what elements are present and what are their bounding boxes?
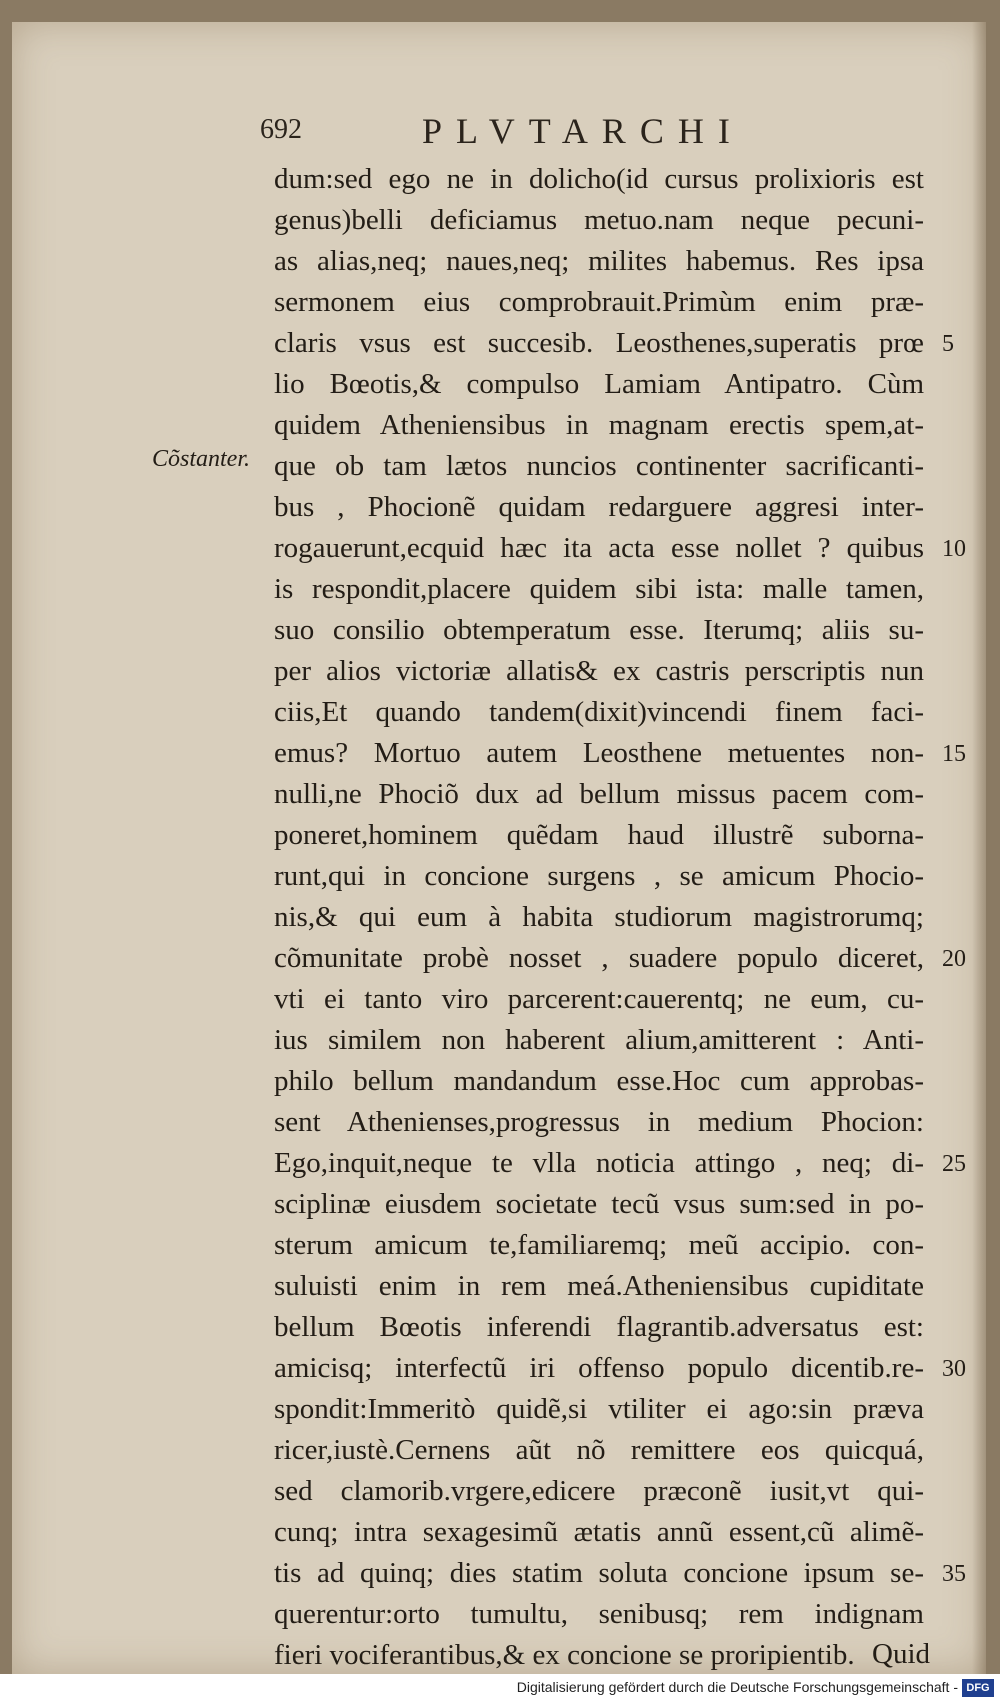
text-line: sed clamorib.vrgere,edicere præconẽ iusit,vt qui- — [274, 1475, 924, 1507]
page-number: 692 — [260, 114, 302, 145]
text-line: nulli,ne Phociõ dux ad bellum missus pacem com- — [274, 778, 924, 810]
text-line: sterum amicum te,familiaremq; meũ accipio. con- — [274, 1229, 924, 1261]
text-line: dum:sed ego ne in dolicho(id cursus prolixioris est — [274, 163, 924, 195]
footer-credit: Digitalisierung gefördert durch die Deutsche Forschungsgemeinschaft - — [516, 1679, 958, 1695]
main-text — [274, 159, 924, 1676]
text-line: cõmunitate probè nosset , suadere populo diceret, — [274, 942, 924, 974]
text-line: suo consilio obtemperatum esse. Iterumq; aliis su- — [274, 614, 924, 646]
line-number: 5 — [942, 331, 954, 357]
text-line: que ob tam lætos nuncios continenter sacrificanti- — [274, 450, 924, 482]
text-line: spondit:Immeritò quidẽ,si vtiliter ei ago:sin præva — [274, 1393, 924, 1425]
book-page — [12, 22, 986, 1674]
margin-note: Cõstanter. — [152, 446, 251, 472]
text-line: Ego,inquit,neque te vlla noticia attingo , neq; di- — [274, 1147, 924, 1179]
digitization-footer — [0, 1674, 1000, 1703]
line-number: 30 — [942, 1356, 966, 1382]
line-number: 20 — [942, 946, 966, 972]
text-line: as alias,neq; naues,neq; milites habemus. Res ipsa — [274, 245, 924, 277]
text-line: ricer,iustè.Cernens aũt nõ remittere eos quicquá, — [274, 1434, 924, 1466]
text-line: sermonem eius comprobrauit.Primùm enim præ- — [274, 286, 924, 318]
text-line: genus)belli deficiamus metuo.nam neque pecuni- — [274, 204, 924, 236]
text-line: ius similem non haberent alium,amitterent : Anti- — [274, 1024, 924, 1056]
text-line: bellum Bœotis inferendi flagrantib.adversatus est: — [274, 1311, 924, 1343]
text-line: quidem Atheniensibus in magnam erectis spem,at- — [274, 409, 924, 441]
text-line: ciis,Et quando tandem(dixit)vincendi finem faci- — [274, 696, 924, 728]
text-line: fieri vociferantibus,& ex concione se proripientib. — [274, 1639, 855, 1671]
text-line: sent Athenienses,progressus in medium Phocion: — [274, 1106, 924, 1138]
text-line: per alios victoriæ allatis& ex castris perscriptis nun — [274, 655, 924, 687]
text-line: emus? Mortuo autem Leosthene metuentes non- — [274, 737, 924, 769]
dfg-logo-icon: DFG — [962, 1679, 994, 1697]
text-line: sciplinæ eiusdem societate tecũ vsus sum:sed in po- — [274, 1188, 924, 1220]
text-line: bus , Phocionẽ quidam redarguere aggresi inter- — [274, 491, 924, 523]
text-line: nis,& qui eum à habita studiorum magistrorumq; — [274, 901, 924, 933]
text-line: tis ad quinq; dies statim soluta concione ipsum se- — [274, 1557, 924, 1589]
line-number: 35 — [942, 1561, 966, 1587]
line-number: 25 — [942, 1151, 966, 1177]
text-line: amicisq; interfectũ iri offenso populo dicentib.re- — [274, 1352, 924, 1384]
text-line: querentur:orto tumultu, senibusq; rem indignam — [274, 1598, 924, 1630]
catchword: Quid — [872, 1638, 930, 1670]
text-line: poneret,hominem quẽdam haud illustrẽ suborna- — [274, 819, 924, 851]
text-line: cunq; intra sexagesimũ ætatis annũ essent,cũ alimẽ- — [274, 1516, 924, 1548]
running-head: PLVTARCHI — [422, 111, 744, 151]
text-line: is respondit,placere quidem sibi ista: malle tamen, — [274, 573, 924, 605]
text-line: lio Bœotis,& compulso Lamiam Antipatro. Cùm — [274, 368, 924, 400]
line-number: 15 — [942, 741, 966, 767]
text-line: philo bellum mandandum esse.Hoc cum approbas- — [274, 1065, 924, 1097]
text-line: rogauerunt,ecquid hæc ita acta esse nollet ? quibus — [274, 532, 924, 564]
line-number: 10 — [942, 536, 966, 562]
text-line: runt,qui in concione surgens , se amicum Phocio- — [274, 860, 924, 892]
text-line: suluisti enim in rem meá.Atheniensibus cupiditate — [274, 1270, 924, 1302]
text-line: claris vsus est succesib. Leosthenes,superatis prœ — [274, 327, 924, 359]
text-line: vti ei tanto viro parcerent:cauerentq; ne eum, cu- — [274, 983, 924, 1015]
